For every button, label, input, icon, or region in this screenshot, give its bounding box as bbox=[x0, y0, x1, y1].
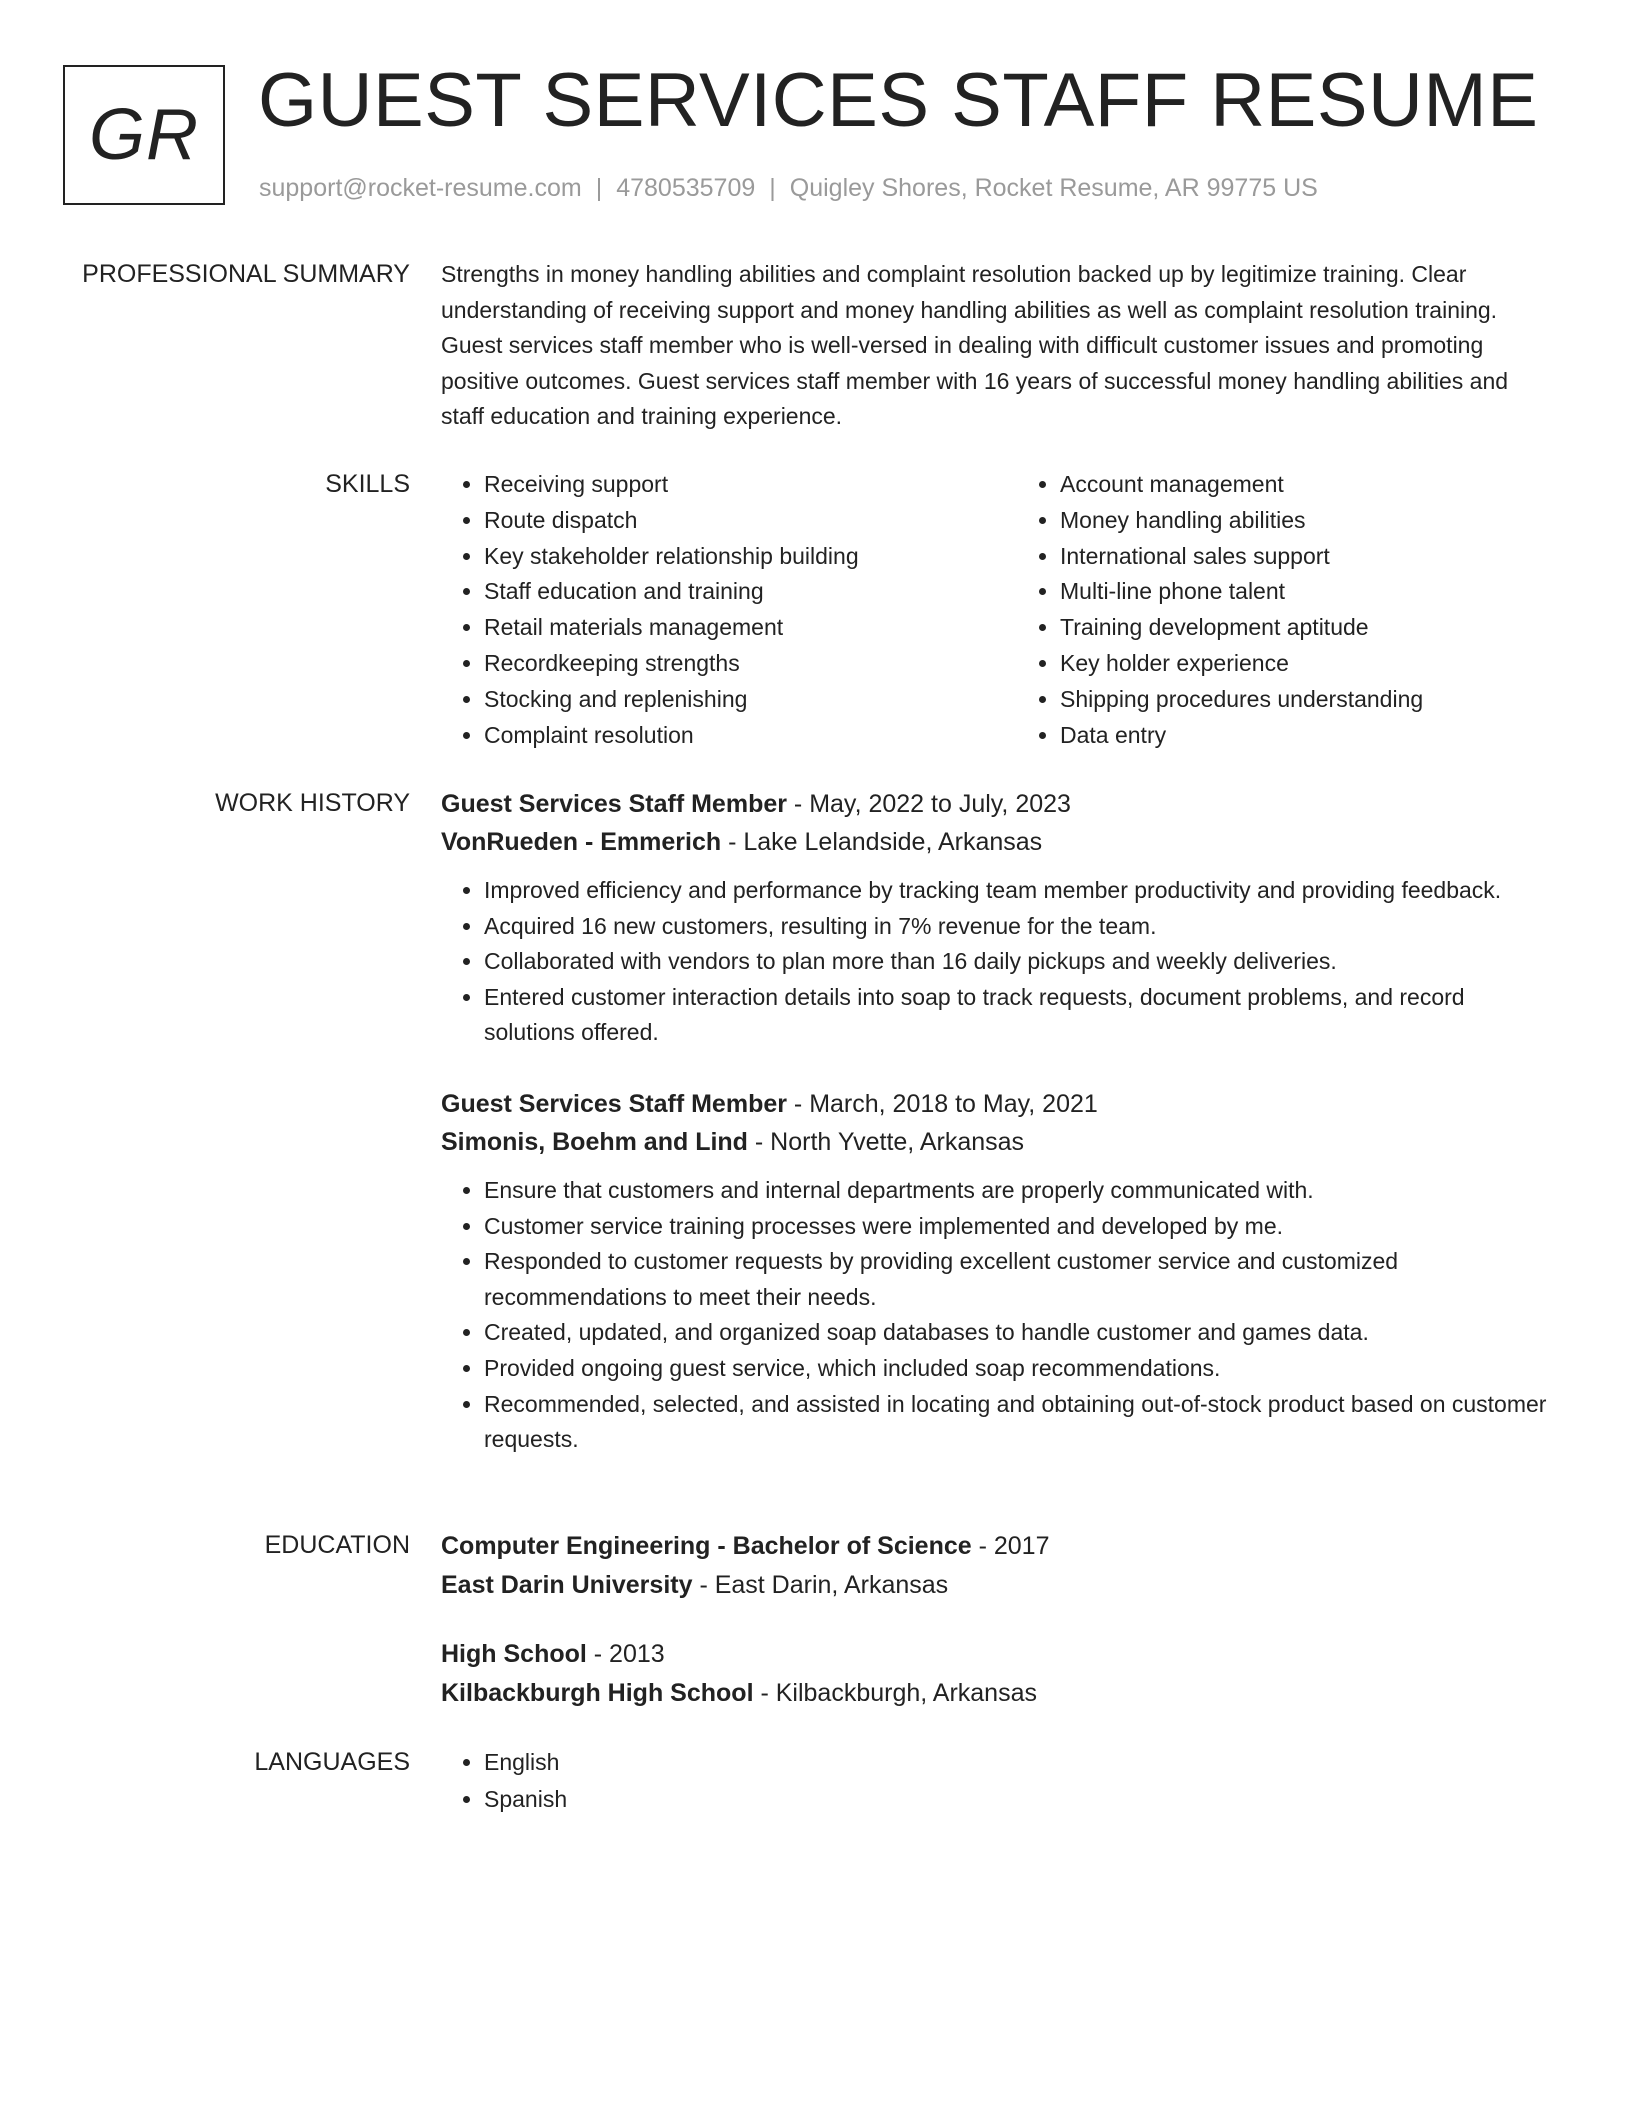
education-school-line bbox=[441, 1566, 1551, 1605]
contact-line bbox=[259, 172, 1318, 204]
education-location: - East Darin, Arkansas bbox=[692, 1571, 949, 1599]
skill-item: • Recordkeeping strengths bbox=[484, 646, 975, 682]
job-bullet: • Ensure that customers and internal departments are properly communicated with. bbox=[484, 1173, 1551, 1209]
education-school-line bbox=[441, 1674, 1551, 1713]
contact-separator: | bbox=[595, 174, 603, 202]
skill-item: • International sales support bbox=[1060, 539, 1551, 575]
job-company: VonRueden - Emmerich bbox=[441, 828, 722, 856]
section-heading: SKILLS bbox=[325, 470, 410, 498]
skill-item: • Complaint resolution bbox=[484, 718, 975, 754]
education-degree: High School bbox=[441, 1640, 587, 1668]
job-bullet: • Acquired 16 new customers, resulting in 7% revenue for the team. bbox=[484, 909, 1551, 945]
contact-email[interactable]: support@rocket-resume.com bbox=[259, 174, 582, 202]
section-heading: LANGUAGES bbox=[254, 1748, 410, 1776]
job-bullets bbox=[441, 873, 1551, 1051]
job-entry bbox=[441, 785, 1551, 1051]
education-degree-line bbox=[441, 1635, 1551, 1674]
job-title-line bbox=[441, 785, 1551, 823]
job-location: - North Yvette, Arkansas bbox=[747, 1127, 1025, 1156]
education-location: - Kilbackburgh, Arkansas bbox=[753, 1679, 1037, 1707]
education-degree-line bbox=[441, 1527, 1551, 1566]
skill-item: • Shipping procedures understanding bbox=[1060, 682, 1551, 718]
education-school: Kilbackburgh High School bbox=[441, 1679, 754, 1707]
section-heading: EDUCATION bbox=[264, 1531, 410, 1559]
job-bullet: • Collaborated with vendors to plan more than 16 daily pickups and weekly deliveries. bbox=[484, 944, 1551, 980]
skill-item: • Data entry bbox=[1060, 718, 1551, 754]
job-bullet: • Provided ongoing guest service, which included soap recommendations. bbox=[484, 1351, 1551, 1387]
skills-list-right bbox=[1017, 467, 1551, 753]
skill-item: • Key holder experience bbox=[1060, 646, 1551, 682]
education-entry bbox=[441, 1635, 1551, 1713]
job-bullet: • Entered customer interaction details into soap to track requests, document problems, and record solutions offered. bbox=[484, 980, 1551, 1051]
job-bullet: • Responded to customer requests by providing excellent customer service and customized recommendations to meet their needs. bbox=[484, 1244, 1551, 1315]
job-title: Guest Services Staff Member bbox=[441, 1089, 787, 1118]
skill-item: • Route dispatch bbox=[484, 503, 975, 539]
contact-address: Quigley Shores, Rocket Resume, AR 99775 US bbox=[789, 174, 1318, 202]
skills-list-left bbox=[441, 467, 975, 753]
skill-item: • Account management bbox=[1060, 467, 1551, 503]
contact-separator: | bbox=[769, 174, 776, 202]
job-entry bbox=[441, 1085, 1551, 1458]
monogram-initials: GR bbox=[89, 95, 199, 175]
job-location: - Lake Lelandside, Arkansas bbox=[721, 828, 1043, 856]
skill-item: • Staff education and training bbox=[484, 574, 975, 610]
job-bullet: • Customer service training processes were implemented and developed by me. bbox=[484, 1209, 1551, 1245]
skill-item: • Retail materials management bbox=[484, 610, 975, 646]
skill-item: • Receiving support bbox=[484, 467, 975, 503]
education-school: East Darin University bbox=[441, 1571, 693, 1599]
skill-item: • Multi-line phone talent bbox=[1060, 574, 1551, 610]
job-bullet: • Recommended, selected, and assisted in locating and obtaining out-of-stock product based on customer requests. bbox=[484, 1387, 1551, 1458]
job-company-line bbox=[441, 823, 1551, 861]
job-dates: - March, 2018 to May, 2021 bbox=[786, 1089, 1098, 1118]
education-year: - 2017 bbox=[971, 1532, 1050, 1560]
contact-phone[interactable]: 4780535709 bbox=[616, 174, 756, 202]
job-company: Simonis, Boehm and Lind bbox=[441, 1127, 748, 1156]
section-heading: WORK HISTORY bbox=[215, 789, 410, 817]
job-bullet: • Improved efficiency and performance by tracking team member productivity and providing feedback. bbox=[484, 873, 1551, 909]
skill-item: • Money handling abilities bbox=[1060, 503, 1551, 539]
job-bullets bbox=[441, 1173, 1551, 1458]
skill-item: • Training development aptitude bbox=[1060, 610, 1551, 646]
education-year: - 2013 bbox=[586, 1640, 665, 1668]
language-item: • Spanish bbox=[484, 1781, 1551, 1818]
education-degree: Computer Engineering - Bachelor of Science bbox=[441, 1532, 972, 1560]
summary-text: Strengths in money handling abilities and complaint resolution backed up by legitimize training. Clear understanding of receiving support and money handling abilities as well as complaint resolution training. Guest services staff member who is well-versed in dealing with difficult customer issues and promoting positive outcomes. Guest services staff member with 16 years of successful money handling abilities and staff education and training experience. bbox=[441, 261, 1509, 430]
job-company-line bbox=[441, 1123, 1551, 1161]
education-entry bbox=[441, 1527, 1551, 1605]
monogram-badge bbox=[63, 65, 225, 205]
job-bullet: • Created, updated, and organized soap databases to handle customer and games data. bbox=[484, 1315, 1551, 1351]
section-heading: PROFESSIONAL SUMMARY bbox=[82, 260, 410, 288]
resume-title: GUEST SERVICES STAFF RESUME bbox=[258, 58, 1539, 143]
language-item: • English bbox=[484, 1744, 1551, 1781]
skill-item: • Key stakeholder relationship building bbox=[484, 539, 975, 575]
job-title-line bbox=[441, 1085, 1551, 1123]
languages-list bbox=[441, 1744, 1551, 1818]
skill-item: • Stocking and replenishing bbox=[484, 682, 975, 718]
job-dates: - May, 2022 to July, 2023 bbox=[786, 790, 1071, 818]
job-title: Guest Services Staff Member bbox=[441, 790, 787, 818]
